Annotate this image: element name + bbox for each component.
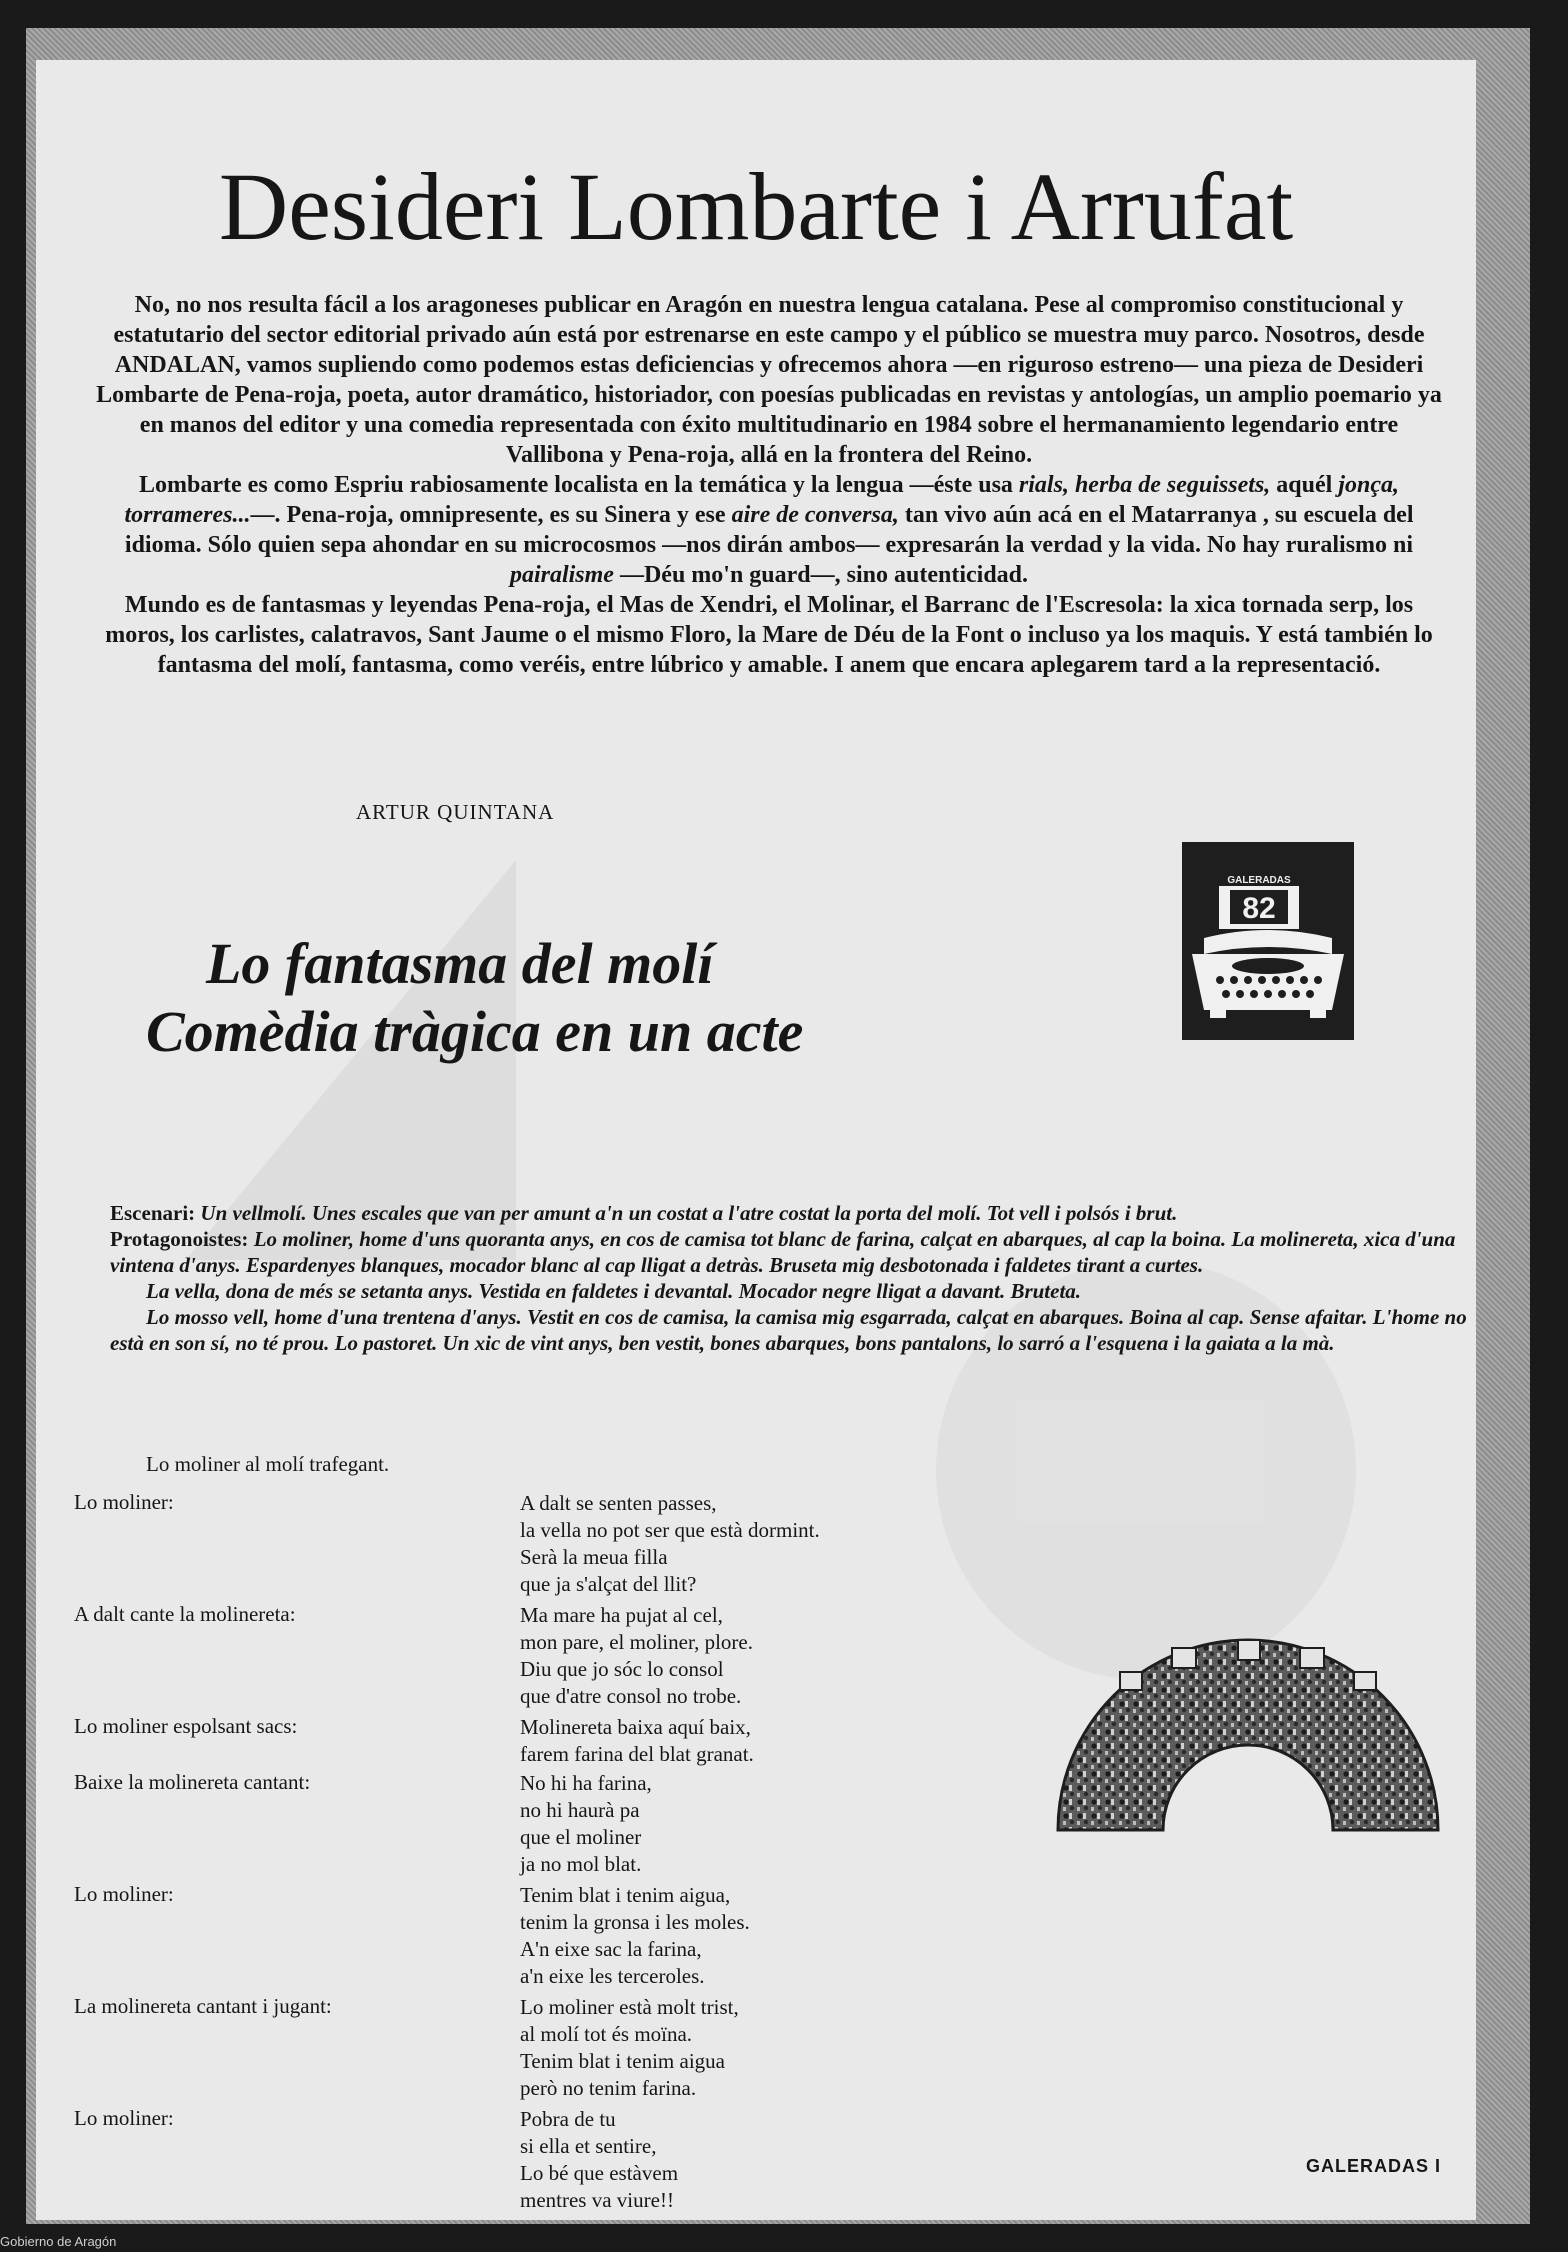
verse	[520, 1994, 739, 2102]
verse-line: No hi ha farina,	[520, 1771, 652, 1795]
verse-line: si ella et sentire,	[520, 2134, 657, 2158]
verse-line: a'n eixe les terceroles.	[520, 1964, 705, 1988]
play-title-line-2: Comèdia tràgica en un acte	[146, 999, 804, 1064]
verse-line: Lo moliner està molt trist,	[520, 1995, 739, 2019]
play-title	[146, 930, 803, 1066]
verse-line: al molí tot és moïna.	[520, 2022, 693, 2046]
italic-run: pairalisme	[509, 562, 614, 588]
escenari-paragraph	[110, 1200, 1476, 1226]
protagonists-paragraph	[110, 1226, 1476, 1278]
text-run: —. Pena-roja, omnipresente, es su Sinera y ese	[250, 502, 732, 528]
verse-line: però no tenim farina.	[520, 2076, 697, 2100]
escenari-text: Un vellmolí. Unes escales que van per amunt a'n un costat a l'atre costat la porta del molí. Tot vell i polsós i brut.	[195, 1201, 1178, 1225]
protagonists-text: Lo moliner, home d'uns quoranta anys, en cos de camisa tot blanc de farina, calçat en abarques, al cap la boina. La molinereta, xica d'una vintena d'anys. Espardenyes blanques, mocador blanc al cap lligat a detràs. Bruseta mig desbotonada i faldetes tirant a curtes.	[110, 1227, 1456, 1277]
italic-run: jonça, torrameres...	[124, 472, 1399, 528]
author-name: ARTUR QUINTANA	[356, 800, 555, 824]
verse-line: Tenim blat i tenim aigua	[520, 2049, 725, 2073]
typewriter-icon	[1182, 842, 1354, 1040]
stage-direction: Lo moliner al molí trafegant.	[146, 1452, 390, 1476]
document-page	[36, 60, 1476, 2220]
verse-line: que d'atre consol no trobe.	[520, 1684, 742, 1708]
text-run: tan vivo aún acá en el Matarranya , su escuela del idioma. Sólo quien sepa ahondar en su microcosmos —nos dirán ambos— expresarán la verdad y la vida. No hay ruralismo ni	[124, 502, 1414, 558]
verse-line: Serà la meua filla	[520, 1545, 668, 1569]
speaker-label: Lo moliner espolsant sacs:	[74, 1714, 298, 1738]
verse-line: Molinereta baixa aquí baix,	[520, 1715, 751, 1739]
text-run: Lombarte es como Espriu rabiosamente localista en la temática y la lengua —éste usa	[139, 472, 1019, 498]
verse-line: no hi haurà pa	[520, 1798, 640, 1822]
speaker-label: Lo moliner:	[74, 1490, 174, 1514]
verse-line: Diu que jo sóc lo consol	[520, 1657, 724, 1681]
speaker-label: Lo moliner:	[74, 1882, 174, 1906]
verse-line: la vella no pot ser que està dormint.	[520, 1518, 820, 1542]
verse-line: Pobra de tu	[520, 2107, 616, 2131]
verse-line: Ma mare ha pujat al cel,	[520, 1603, 723, 1627]
source-credit: Gobierno de Aragón	[0, 2234, 117, 2249]
fan-illustration	[1048, 1630, 1448, 1840]
page-footer: GALERADAS I	[1306, 2156, 1442, 2176]
verse	[520, 1882, 750, 1990]
intro-paragraph-1: No, no nos resulta fácil a los aragoneses publicar en Aragón en nuestra lengua catalana. Pese al compromiso constitucional y estatutario del sector editorial privado aún está por estrenarse en este campo y el público se muestra muy parco. Nosotros, desde ANDALAN, vamos supliendo como podemos estas deficiencias y ofrecemos ahora —en riguroso estreno— una pieza de Desideri Lombarte de Pena-roja, poeta, autor dramático, historiador, con poesías publicadas en revistas y antologías, un amplio poemario ya en manos del editor y una comedia representada con éxito multitudinario en 1984 sobre el hermanamiento legendario entre Vallibona y Pena-roja, allá en la frontera del Reino.	[96, 292, 1442, 468]
verse	[520, 2106, 678, 2214]
italic-run: rials, herba de seguissets,	[1018, 472, 1271, 498]
verse	[520, 1490, 820, 1598]
verse-line: A dalt se senten passes,	[520, 1491, 717, 1515]
page-title: Desideri Lombarte i Arrufat	[218, 153, 1294, 260]
speaker-label: Baixe la molinereta cantant:	[74, 1770, 311, 1794]
galeradas-logo	[1182, 842, 1354, 1040]
text-run: aquél	[1270, 472, 1339, 498]
speaker-label: A dalt cante la molinereta:	[74, 1602, 296, 1626]
verse	[520, 1770, 652, 1878]
mosso-description: Lo mosso vell, home d'una trentena d'anys. Vestit en cos de camisa, la camisa mig esgarrada, calçat en abarques. Boina al cap. Sense afaitar. L'home no està en son sí, no té prou. Lo pastoret. Un xic de vint anys, ben vestit, bones abarques, bons pantalons, lo sarró a l'esquena i la gaiata a la mà.	[110, 1305, 1467, 1355]
intro-text	[94, 290, 1444, 680]
speaker-label: La molinereta cantant i jugant:	[74, 1994, 332, 2018]
verse	[520, 1714, 754, 1768]
verse-line: mon pare, el moliner, plore.	[520, 1630, 753, 1654]
verse	[520, 1602, 753, 1710]
verse-line: ja no mol blat.	[520, 1852, 642, 1876]
verse-line: A'n eixe sac la farina,	[520, 1937, 702, 1961]
logo-number: 82	[1242, 892, 1276, 925]
vella-description: La vella, dona de més se setanta anys. Vestida en faldetes i devantal. Mocador negre lligat a davant. Bruteta.	[146, 1279, 1082, 1303]
logo-label: GALERADAS	[1227, 875, 1291, 886]
italic-run: aire de conversa,	[731, 502, 899, 528]
play-title-line-1: Lo fantasma del molí	[206, 931, 714, 996]
verse-line: tenim la gronsa i les moles.	[520, 1910, 750, 1934]
verse-line: que ja s'alçat del llit?	[520, 1572, 697, 1596]
protagonists-label: Protagonoistes:	[110, 1227, 249, 1251]
verse-line: que el moliner	[520, 1825, 642, 1849]
intro-paragraph-3: Mundo es de fantasmas y leyendas Pena-roja, el Mas de Xendri, el Molinar, el Barranc de l'Escresola: la xica tornada serp, los moros, los carlistes, calatravos, Sant Jaume o el mismo Floro, la Mare de Déu de la Font o incluso ya los maquis. Y está también lo fantasma del molí, fantasma, como veréis, entre lúbrico y amable. I anem que encara aplegarem tard a la representació.	[105, 592, 1433, 678]
verse-line: farem farina del blat granat.	[520, 1742, 754, 1766]
text-run: —Déu mo'n guard—, sino autenticidad.	[613, 562, 1029, 588]
verse-line: Lo bé que estàvem	[520, 2161, 679, 2185]
setting-description	[110, 1200, 1476, 1356]
speaker-label: Lo moliner:	[74, 2106, 174, 2130]
verse-line: Tenim blat i tenim aigua,	[520, 1883, 731, 1907]
verse-line: mentres va viure!!	[520, 2188, 674, 2212]
intro-paragraph-2	[94, 470, 1444, 590]
escenari-label: Escenari:	[110, 1201, 196, 1225]
